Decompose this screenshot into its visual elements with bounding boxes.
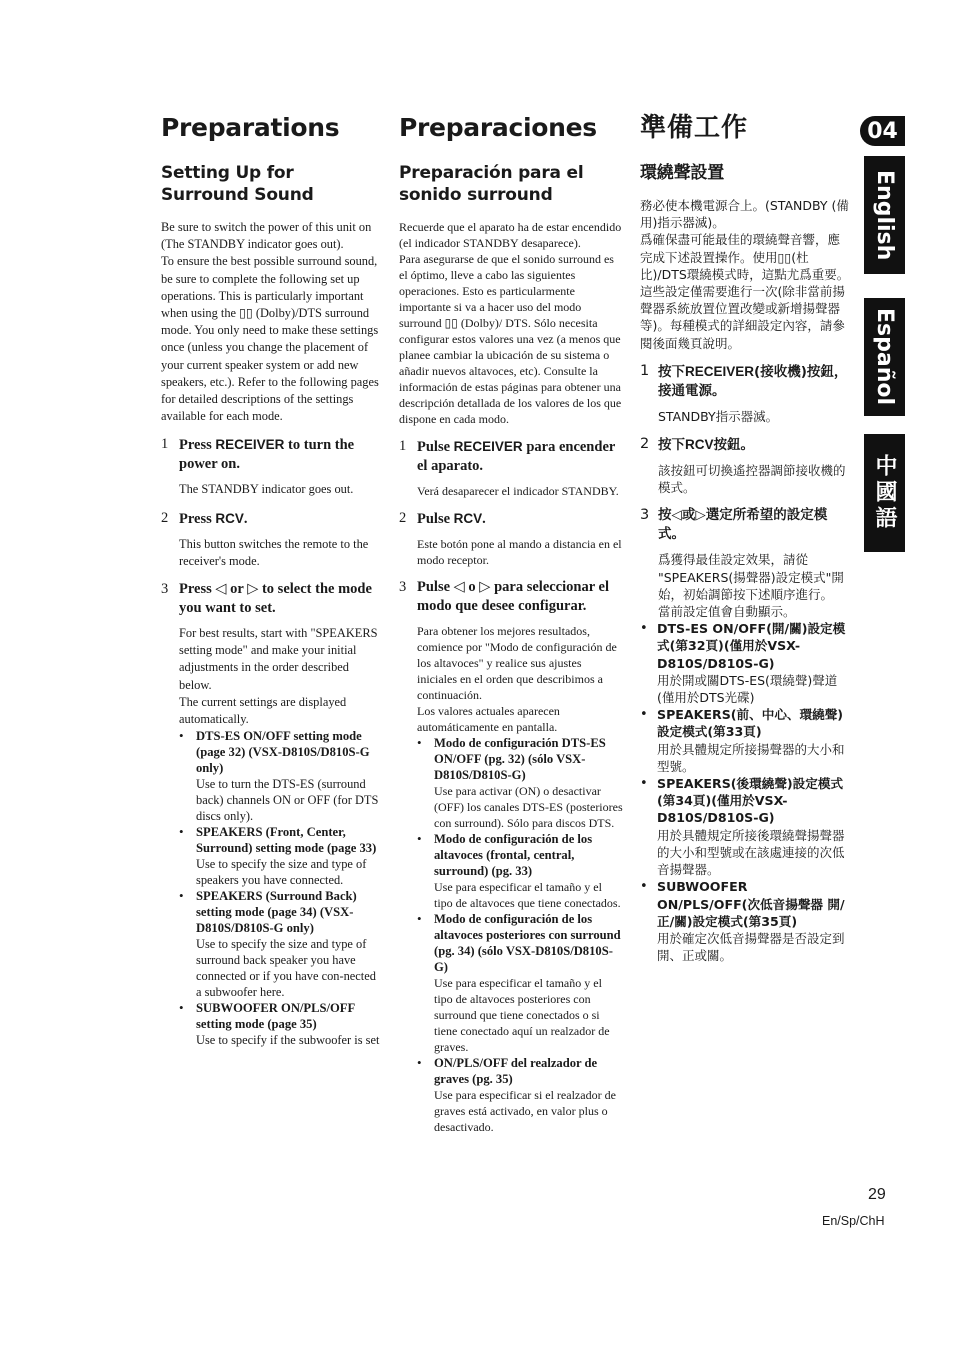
step-1: 1 Press RECEIVER to turn the power on.: [161, 436, 355, 473]
list-item: • DTS-ES ON/OFF(開/關)設定模式(第32頁)(僅用於VSX-D810S/D810S-G) 用於開或關DTS-ES(環繞聲)聲道(僅用於DTS光碟): [640, 620, 850, 706]
chapter-badge: 04: [860, 116, 905, 146]
step-3-body: 爲獲得最佳設定效果，請從 "SPEAKERS(揚聲器)設定模式"開始，初始調節按下述順序進行。 當前設定值會自動顯示。: [658, 552, 844, 620]
list-item: • Modo de configuración de los altavoces (frontal, central, surround) (pg. 33) Use para especificar el tamaño y el tipo de altavoces que tiene conectados.: [417, 831, 623, 911]
spanish-column: [399, 112, 623, 1135]
step-2-body: Este botón pone al mando a distancia en el modo receptor.: [417, 537, 622, 567]
intro-paragraph: Para asegurarse de que el sonido surround es el óptimo, lleve a cabo las siguientes operaciones. Esto es particularmente importante si va a hacer uso del modo surround ▯▯ (Dolby)/ DTS. Sólo necesita configurar estos valores una vez (a menos que planee cambiar la ubicación de su sistema o añadir nuevos altavoces, etc). Consulte la información de estas páginas para obtener una descripción detallada de los valores de los que dispone en cada modo.: [399, 252, 622, 426]
step-1: 1 Pulse RECEIVER para encender el aparato.: [399, 438, 616, 474]
receiver-key-label: RECEIVER: [453, 439, 523, 454]
rcv-key-label: RCV: [215, 510, 244, 526]
step-2: 2 Press RCV.: [161, 509, 248, 527]
settings-mode-list: [640, 620, 850, 964]
list-item: • SPEAKERS(後環繞聲)設定模式(第34頁)(僅用於VSX-D810S/D810S-G) 用於具體規定所接後環繞聲揚聲器的大小和型號或在該處連接的次低音揚聲器。: [640, 775, 850, 878]
list-item: • SPEAKERS(前、中心、環繞聲)設定模式(第33頁) 用於具體規定所接揚聲器的大小和型號。: [640, 706, 850, 775]
receiver-key-label: RECEIVER: [215, 437, 285, 453]
settings-mode-list: [179, 728, 383, 1048]
intro-paragraph: Be sure to switch the power of this unit on (The STANDBY indicator goes out).: [161, 220, 372, 252]
list-item: • SPEAKERS (Surround Back) setting mode (page 34) (VSX-D810S/D810S-G only) Use to specify the size and type of surround back speaker you have connected or if you have con-nected a subwoofer here.: [179, 888, 383, 1000]
page-title-zh: 準備工作: [640, 113, 749, 143]
step-2: 2 Pulse RCV.: [399, 510, 486, 527]
step-2-body: This button switches the remote to the receiver's mode.: [179, 536, 369, 568]
rcv-key-label: RCV: [453, 511, 483, 526]
step-3-body: Para obtener los mejores resultados, comience por "Modo de configuración de los altavoces" y realice sus ajustes iniciales en el orden que describimos a continuación. Los valores actuales aparecen automáticamente en pantalla. • Modo de configuración DTS-ES ON/OFF (pg. 32) (sólo VSX-D810S/D810S-G) Use para activar (ON) o desactivar (OFF) los canales DTS-ES (posteriores con surround). Sólo para discos DTS. • Modo de configuración de los altavoces (frontal, central, surround) (pg. 33) Use para especificar el tamaño y el tipo de altavoces que tiene conectados. • Modo de configuración de los altavoces posteriores con surround (pg. 34) (sólo VSX-D810S/D810S-G) Use para especificar el tamaño y el tipo de altavoces posteriores con surround que tiene conectados o si tiene conectado aquí un realzador de graves. • ON/PLS/OFF del realzador de graves (pg. 35) Use para especificar si el realzador de graves está activado, en valor plus o desactivado.: [417, 623, 623, 1135]
list-item: • SUBWOOFER ON/PLS/OFF setting mode (page 35) Use to specify if the subwoofer is set: [179, 1000, 383, 1048]
intro-paragraph: Recuerde que el aparato ha de estar encendido (el indicador STANDBY desaparece).: [399, 220, 622, 250]
step-1-body: STANDBY指示器滅。: [658, 408, 779, 424]
list-item: • SUBWOOFER ON/PLS/OFF(次低音揚聲器 開/正/關)設定模式(第35頁) 用於確定次低音揚聲器是否設定到開、正或關。: [640, 878, 850, 964]
page-title-en: Preparations: [161, 113, 340, 142]
page-number: 29: [868, 1186, 886, 1203]
section-heading-zh: 環繞聲設置: [640, 163, 724, 183]
step-3: 3 Press ◁ or ▷ to select the mode you want to set.: [161, 581, 372, 617]
list-item: • Modo de configuración DTS-ES ON/OFF (pg. 32) (sólo VSX-D810S/D810S-G) Use para activar (ON) o desactivar (OFF) los canales DTS-ES (posteriores con surround). Sólo para discos DTS.: [417, 735, 623, 831]
step-1: 1 按下RECEIVER(接收機)按鈕，接通電源。: [640, 362, 848, 399]
step-3: 3 按◁或▷選定所希望的設定模式。: [640, 507, 828, 543]
settings-mode-list: [417, 735, 623, 1135]
intro-paragraph: 務必使本機電源合上。(STANDBY (備用)指示器滅)。: [640, 198, 849, 231]
tab-espanol: Español: [864, 298, 905, 416]
tab-english: English: [864, 156, 905, 274]
step-3-body: For best results, start with "SPEAKERS setting mode" and make your initial adjustments in the order described below. The current settings are displayed automatically. • DTS-ES ON/OFF setting mode (page 32) (VSX-D810S/D810S-G only) Use to turn the DTS-ES (surround back) channels ON or OFF (for DTS discs only). • SPEAKERS (Front, Center, Surround) setting mode (page 33) Use to specify the size and type of speakers you have connected. • SPEAKERS (Surround Back) setting mode (page 34) (VSX-D810S/D810S-G only) Use to specify the size and type of surround back speaker you have connected or if you have con-nected a subwoofer here. • SUBWOOFER ON/PLS/OFF setting mode (page 35) Use to specify if the subwoofer is set: [179, 625, 383, 1048]
section-heading-es: Preparación para el sonido surround: [399, 163, 584, 205]
list-item: • DTS-ES ON/OFF setting mode (page 32) (VSX-D810S/D810S-G only) Use to turn the DTS-ES (surround back) channels ON or OFF (for DTS discs only).: [179, 728, 383, 824]
chinese-column: [640, 112, 850, 964]
section-heading-en: Setting Up for Surround Sound: [161, 163, 314, 205]
step-1-body: Verá desaparecer el indicador STANDBY.: [417, 484, 619, 498]
list-item: • Modo de configuración de los altavoces posteriores con surround (pg. 34) (sólo VSX-D810S/D810S-G) Use para especificar el tamaño y el tipo de altavoces posteriores con surround que tiene conectados o si tiene conectado aquí un realzador de graves.: [417, 911, 623, 1055]
receiver-key-label: RECEIVER: [685, 363, 755, 379]
list-item: • SPEAKERS (Front, Center, Surround) setting mode (page 33) Use to specify the size and type of speakers you have connected.: [179, 824, 383, 888]
step-2-body: 該按鈕可切換遙控器調節接收機的模式。: [658, 463, 846, 496]
step-1-body: The STANDBY indicator goes out.: [179, 482, 354, 497]
step-3: 3 Pulse ◁ o ▷ para seleccionar el modo que desee configurar.: [399, 579, 609, 614]
english-column: [161, 112, 383, 1048]
list-item: • ON/PLS/OFF del realzador de graves (pg. 35) Use para especificar si el realzador de graves está activado, en valor plus o desactivado.: [417, 1055, 623, 1135]
page-title-es: Preparaciones: [399, 113, 597, 142]
intro-paragraph: 爲確保盡可能最佳的環繞聲音響，應完成下述設置操作。使用▯▯(杜比)/DTS環繞模式時，這點尤爲重要。這些設定僅需要進行一次(除非當前揚聲器系統放置位置改變或新增揚聲器等)。每種模式的詳細設定內容，請參閱後面幾頁說明。: [640, 232, 850, 351]
intro-paragraph: To ensure the best possible surround sound, be sure to complete the following set up operations. This is particularly important when using the ▯▯ (Dolby)/DTS surround mode. You only need to make these settings once (unless you change the placement of your current speaker system or add new speakers, etc.). Refer to the following pages for detailed descriptions of the settings available for each mode.: [161, 254, 379, 424]
rcv-key-label: RCV: [685, 437, 714, 453]
step-2: 2 按下RCV按鈕。: [640, 436, 755, 454]
language-code: En/Sp/ChH: [822, 1214, 885, 1228]
tab-chinese: 中國語: [864, 434, 905, 552]
